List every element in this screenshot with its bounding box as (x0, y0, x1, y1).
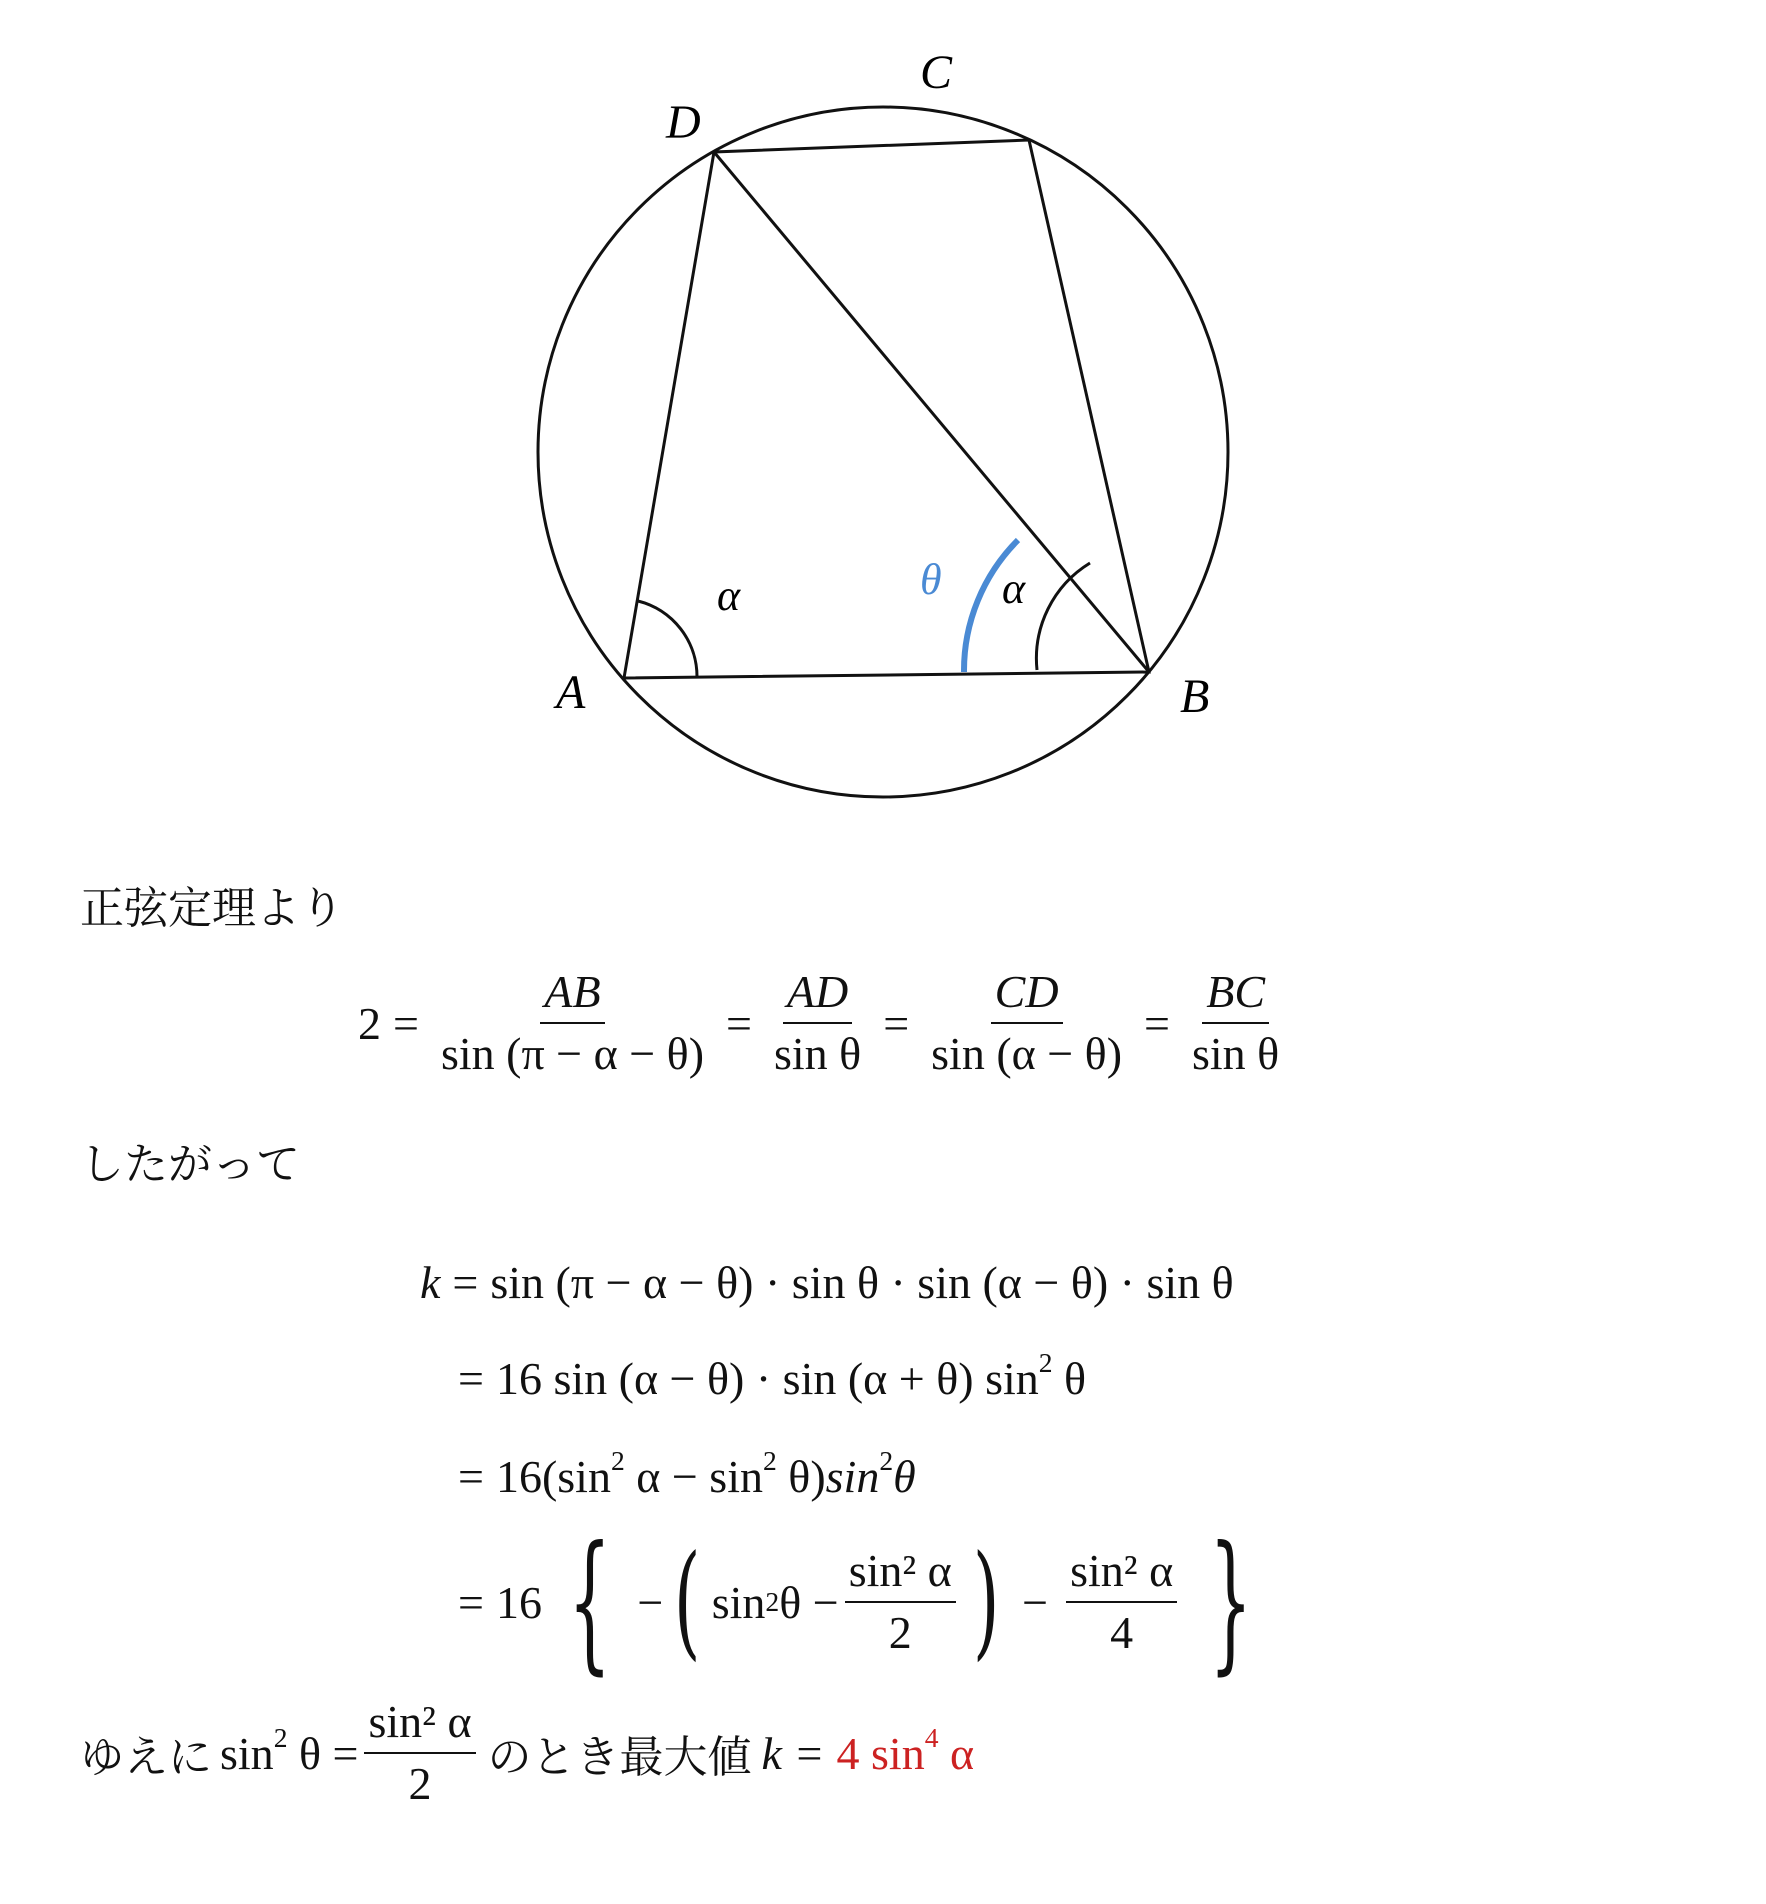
k-line-4-minus: − (637, 1576, 664, 1628)
k-line-2-post: θ (1052, 1353, 1087, 1404)
fraction-BC-num: BC (1202, 968, 1269, 1024)
angle-arc-A (638, 601, 697, 677)
fraction-conclusion (364, 1698, 475, 1809)
answer-pre: 4 sin (836, 1727, 925, 1779)
fraction-sin2alpha-2 (845, 1544, 956, 1658)
label-C: C (920, 46, 953, 99)
k-line-1: k = sin (π − α − θ) · sin θ · sin (α − θ) · sin θ (420, 1257, 1234, 1308)
fraction-CD (927, 968, 1126, 1079)
k-line-1-expr: sin (π − α − θ) · sin θ · sin (α − θ) · sin θ (490, 1257, 1234, 1308)
when-max-text: のとき最大値 (487, 1732, 752, 1784)
fraction-AD-den: sin θ (773, 1028, 862, 1080)
label-A: A (556, 666, 586, 719)
eq1-lhs: 2 (358, 997, 381, 1049)
fraction-sin2alpha-4-den: 4 (1110, 1607, 1134, 1658)
label-theta: θ (920, 555, 942, 604)
fraction-AB-num: AB (540, 968, 604, 1024)
fraction-sin2alpha-2-den: 2 (888, 1607, 912, 1658)
k-line-3: = $16(\sin^2$ $\alpha - \sin^2 \theta)\sin^2\theta$ (458, 1444, 916, 1502)
right-paren: ) (972, 1529, 1000, 1674)
fraction-BC (1188, 968, 1283, 1079)
quadrilateral-ABCD (624, 140, 1149, 678)
conclusion-sin: sin (220, 1727, 274, 1779)
therefore-text: したがって (80, 1139, 300, 1190)
k-line-4-theta: θ − (779, 1576, 839, 1628)
fraction-AD (770, 968, 865, 1079)
k-line-3-ital: sin (825, 1451, 880, 1502)
label-alpha-A: α (717, 571, 741, 620)
left-brace: { (568, 1515, 612, 1689)
fraction-conclusion-den: 2 (408, 1758, 432, 1810)
k-line-3-mid2: θ) (776, 1451, 826, 1502)
label-alpha-B: α (1002, 564, 1026, 613)
right-brace: } (1209, 1515, 1253, 1689)
fraction-sin2alpha-4-num: sin² α (1066, 1547, 1177, 1603)
cyclic-quadrilateral-diagram (0, 0, 1766, 820)
angle-arc-B-alpha (1036, 563, 1090, 670)
label-D: D (666, 96, 701, 149)
fraction-CD-num: CD (991, 968, 1063, 1024)
hence-text: ゆえに (80, 1732, 212, 1784)
circumcircle (538, 107, 1228, 797)
fraction-conclusion-num: sin² α (364, 1698, 475, 1754)
k-line-3-end: θ (893, 1451, 916, 1502)
max-value-answer: 4 $\sin^4 \alpha$ (836, 1721, 975, 1779)
k-line-3-mid1: α − sin (624, 1451, 763, 1502)
k-line-4: = 16 { − ( sin 2 θ − $\frac{\text{sin² α}}{2}$ ) − $\frac{\text{sin² α}}{4}$ } (458, 1515, 1253, 1689)
fraction-sin2alpha-4 (1066, 1544, 1177, 1658)
sine-rule-heading: 正弦定理より (80, 883, 344, 934)
k-line-2: = 16 sin (α − θ) · sin (α + θ) $\sin^2 \theta$ (458, 1346, 1087, 1404)
k-line-4-16: 16 (495, 1576, 542, 1628)
sine-rule-equation: 2 = $\frac{AB}{\sin (\pi - \alpha - \theta)}$ = $\frac{AD}{\text{sin θ}}$ = $\frac{CD}{\sin (\alpha - \theta)}$ = $\frac{BC}{\text{sin θ}}$ (358, 968, 1289, 1079)
fraction-AB-den: sin (π − α − θ) (440, 1028, 705, 1080)
k-line-4-sin: sin (711, 1576, 766, 1628)
fraction-BC-den: sin θ (1192, 1028, 1280, 1080)
fraction-AD-num: AD (783, 968, 852, 1024)
fraction-AB (437, 968, 708, 1079)
conclusion-k-eq: k = (761, 1727, 825, 1779)
k-line-4-minus2: − (1022, 1576, 1049, 1628)
conclusion-theta-eq: θ = (287, 1727, 359, 1779)
left-paren: ( (674, 1529, 701, 1674)
answer-post: α (938, 1727, 975, 1779)
fraction-CD-den: sin (α − θ) (931, 1028, 1123, 1080)
k-line-3-pre: 16(sin (495, 1451, 611, 1502)
k-line-2-pre: 16 sin (α − θ) · sin (α + θ) sin (495, 1353, 1039, 1404)
k-variable: k (420, 1257, 441, 1308)
label-B: B (1180, 670, 1210, 723)
conclusion-line: ゆえに $\sin^2 \theta$ = $\frac{\text{sin² α}}{2}$ のとき最大値 k = 4 $\sin^4 \alpha$ (80, 1696, 975, 1810)
fraction-sin2alpha-2-num: sin² α (845, 1547, 956, 1603)
